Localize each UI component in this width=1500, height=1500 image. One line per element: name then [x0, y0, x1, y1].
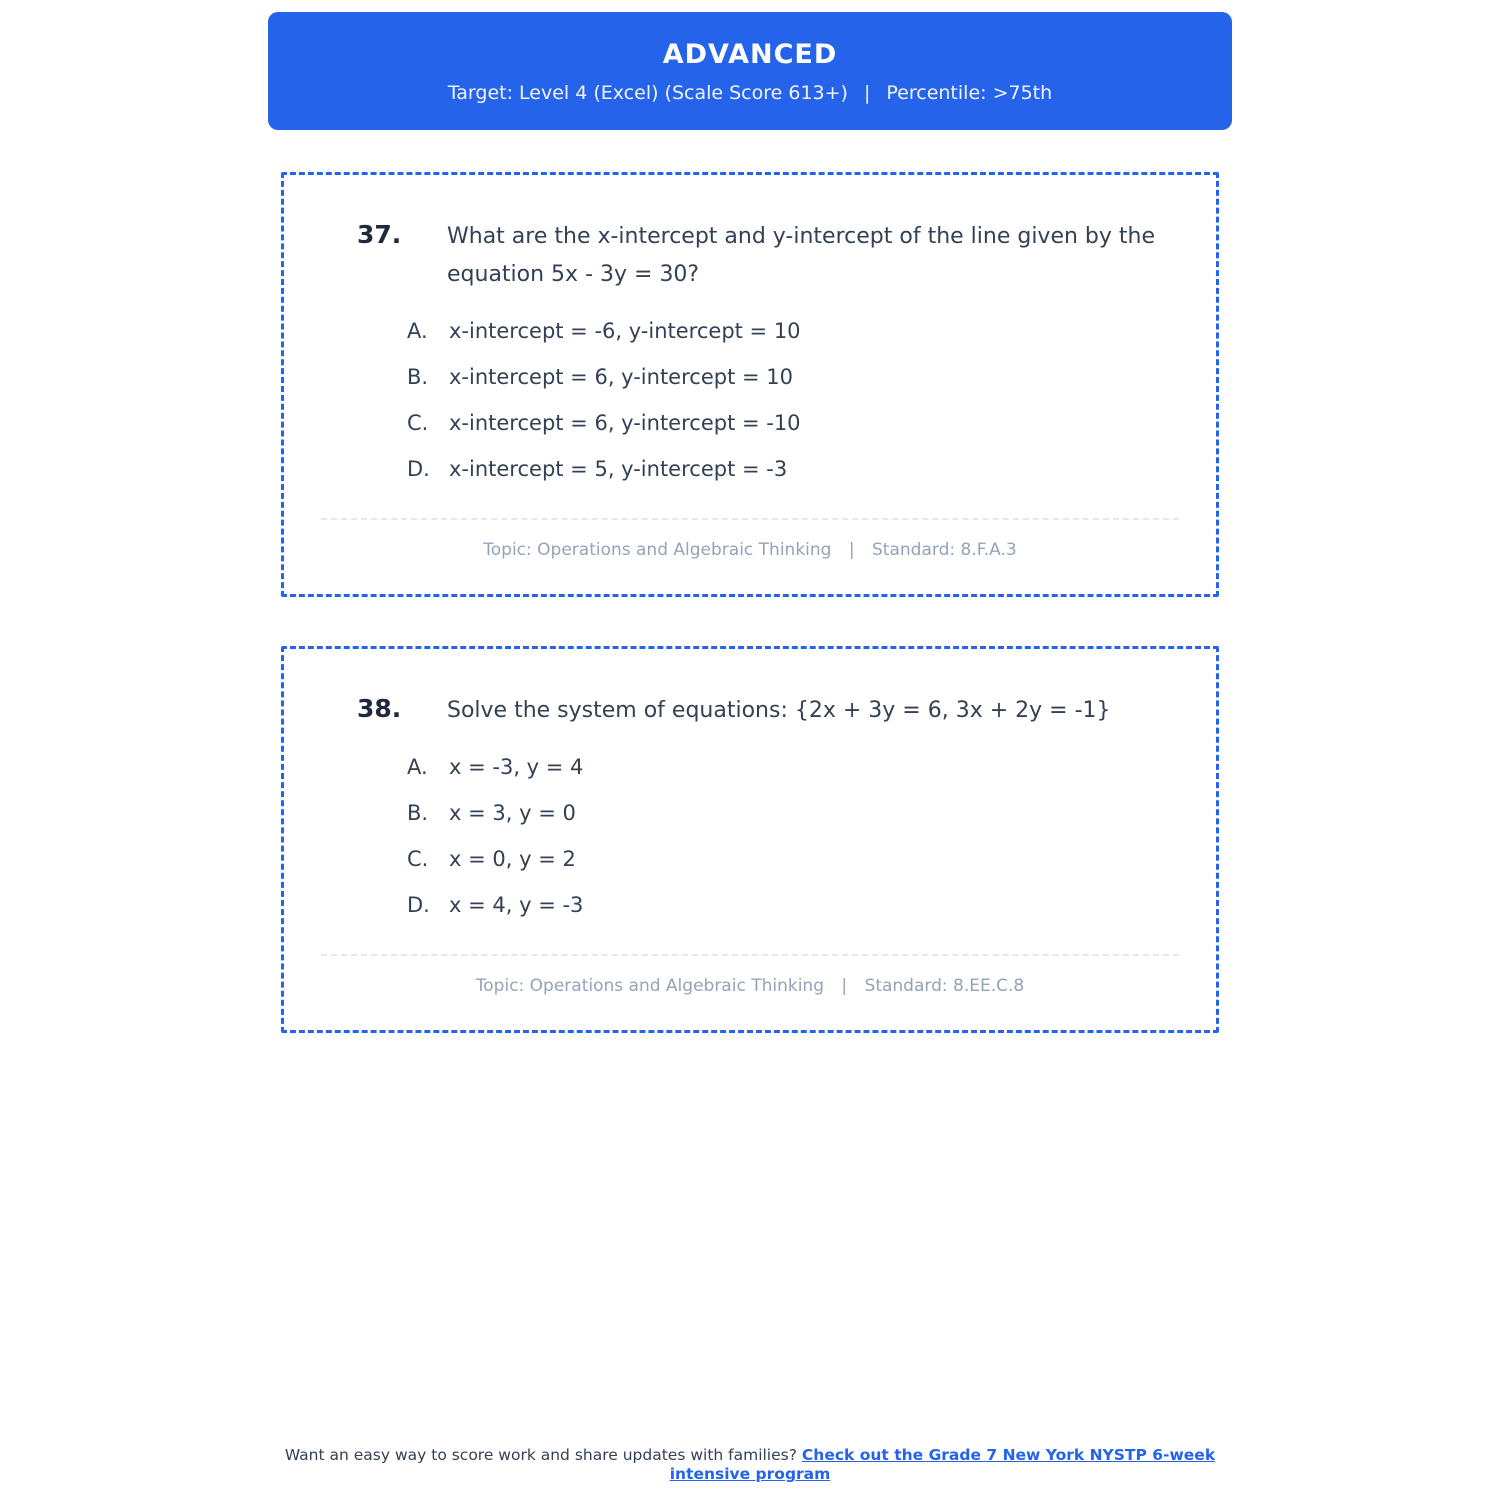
topic-label: Topic: Operations and Algebraic Thinking [483, 540, 832, 560]
option-text: x-intercept = 6, y-intercept = -10 [449, 411, 801, 435]
option-text: x-intercept = 5, y-intercept = -3 [449, 457, 788, 481]
option-letter: C. [407, 411, 429, 435]
question-card-38 [281, 646, 1219, 1033]
option-letter: A. [407, 755, 428, 779]
question-meta [321, 540, 1179, 560]
answer-option-a [321, 308, 1179, 354]
answer-option-d [321, 446, 1179, 492]
answer-option-a [321, 744, 1179, 790]
option-letter: A. [407, 319, 428, 343]
question-number: 37. [357, 220, 402, 249]
banner-target-label: Target: Level 4 (Excel) (Scale Score 613+) [447, 81, 848, 104]
footer-text: Want an easy way to score work and share updates with families? [284, 1446, 797, 1464]
option-letter: C. [407, 847, 429, 871]
option-text: x = 3, y = 0 [449, 801, 576, 825]
banner-percentile-label: Percentile: >75th [886, 81, 1053, 104]
question-meta [321, 976, 1179, 996]
question-header [321, 218, 1179, 294]
answer-option-c [321, 400, 1179, 446]
meta-divider: | [848, 540, 855, 560]
option-text: x-intercept = -6, y-intercept = 10 [449, 319, 801, 343]
answer-option-b [321, 354, 1179, 400]
program-link[interactable]: Check out the Grade 7 New York NYSTP 6-week intensive program [669, 1446, 1216, 1483]
question-text: What are the x-intercept and y-intercept of the line given by the equation 5x - 3y = 30? [447, 224, 1156, 287]
option-text: x-intercept = 6, y-intercept = 10 [449, 365, 793, 389]
question-number: 38. [357, 694, 402, 723]
answer-option-d [321, 882, 1179, 928]
topic-label: Topic: Operations and Algebraic Thinking [475, 976, 824, 996]
question-text: Solve the system of equations: {2x + 3y = 6, 3x + 2y = -1} [447, 698, 1111, 723]
option-letter: D. [407, 457, 430, 481]
page-footer [0, 1446, 1500, 1484]
card-separator [321, 518, 1179, 520]
banner-title: ADVANCED [662, 38, 838, 70]
option-letter: B. [407, 365, 429, 389]
card-separator [321, 954, 1179, 956]
meta-divider: | [841, 976, 848, 996]
banner-subtitle-divider: | [863, 81, 871, 104]
option-text: x = 4, y = -3 [449, 893, 584, 917]
question-header [321, 692, 1179, 730]
question-card-37 [281, 172, 1219, 597]
option-text: x = 0, y = 2 [449, 847, 576, 871]
option-letter: B. [407, 801, 429, 825]
standard-label: Standard: 8.EE.C.8 [864, 976, 1025, 996]
option-text: x = -3, y = 4 [449, 755, 584, 779]
option-letter: D. [407, 893, 430, 917]
page-content [268, 0, 1232, 1033]
answer-option-c [321, 836, 1179, 882]
banner-subtitle [448, 82, 1052, 104]
answer-option-b [321, 790, 1179, 836]
standard-label: Standard: 8.F.A.3 [872, 540, 1017, 560]
level-banner [268, 12, 1232, 130]
